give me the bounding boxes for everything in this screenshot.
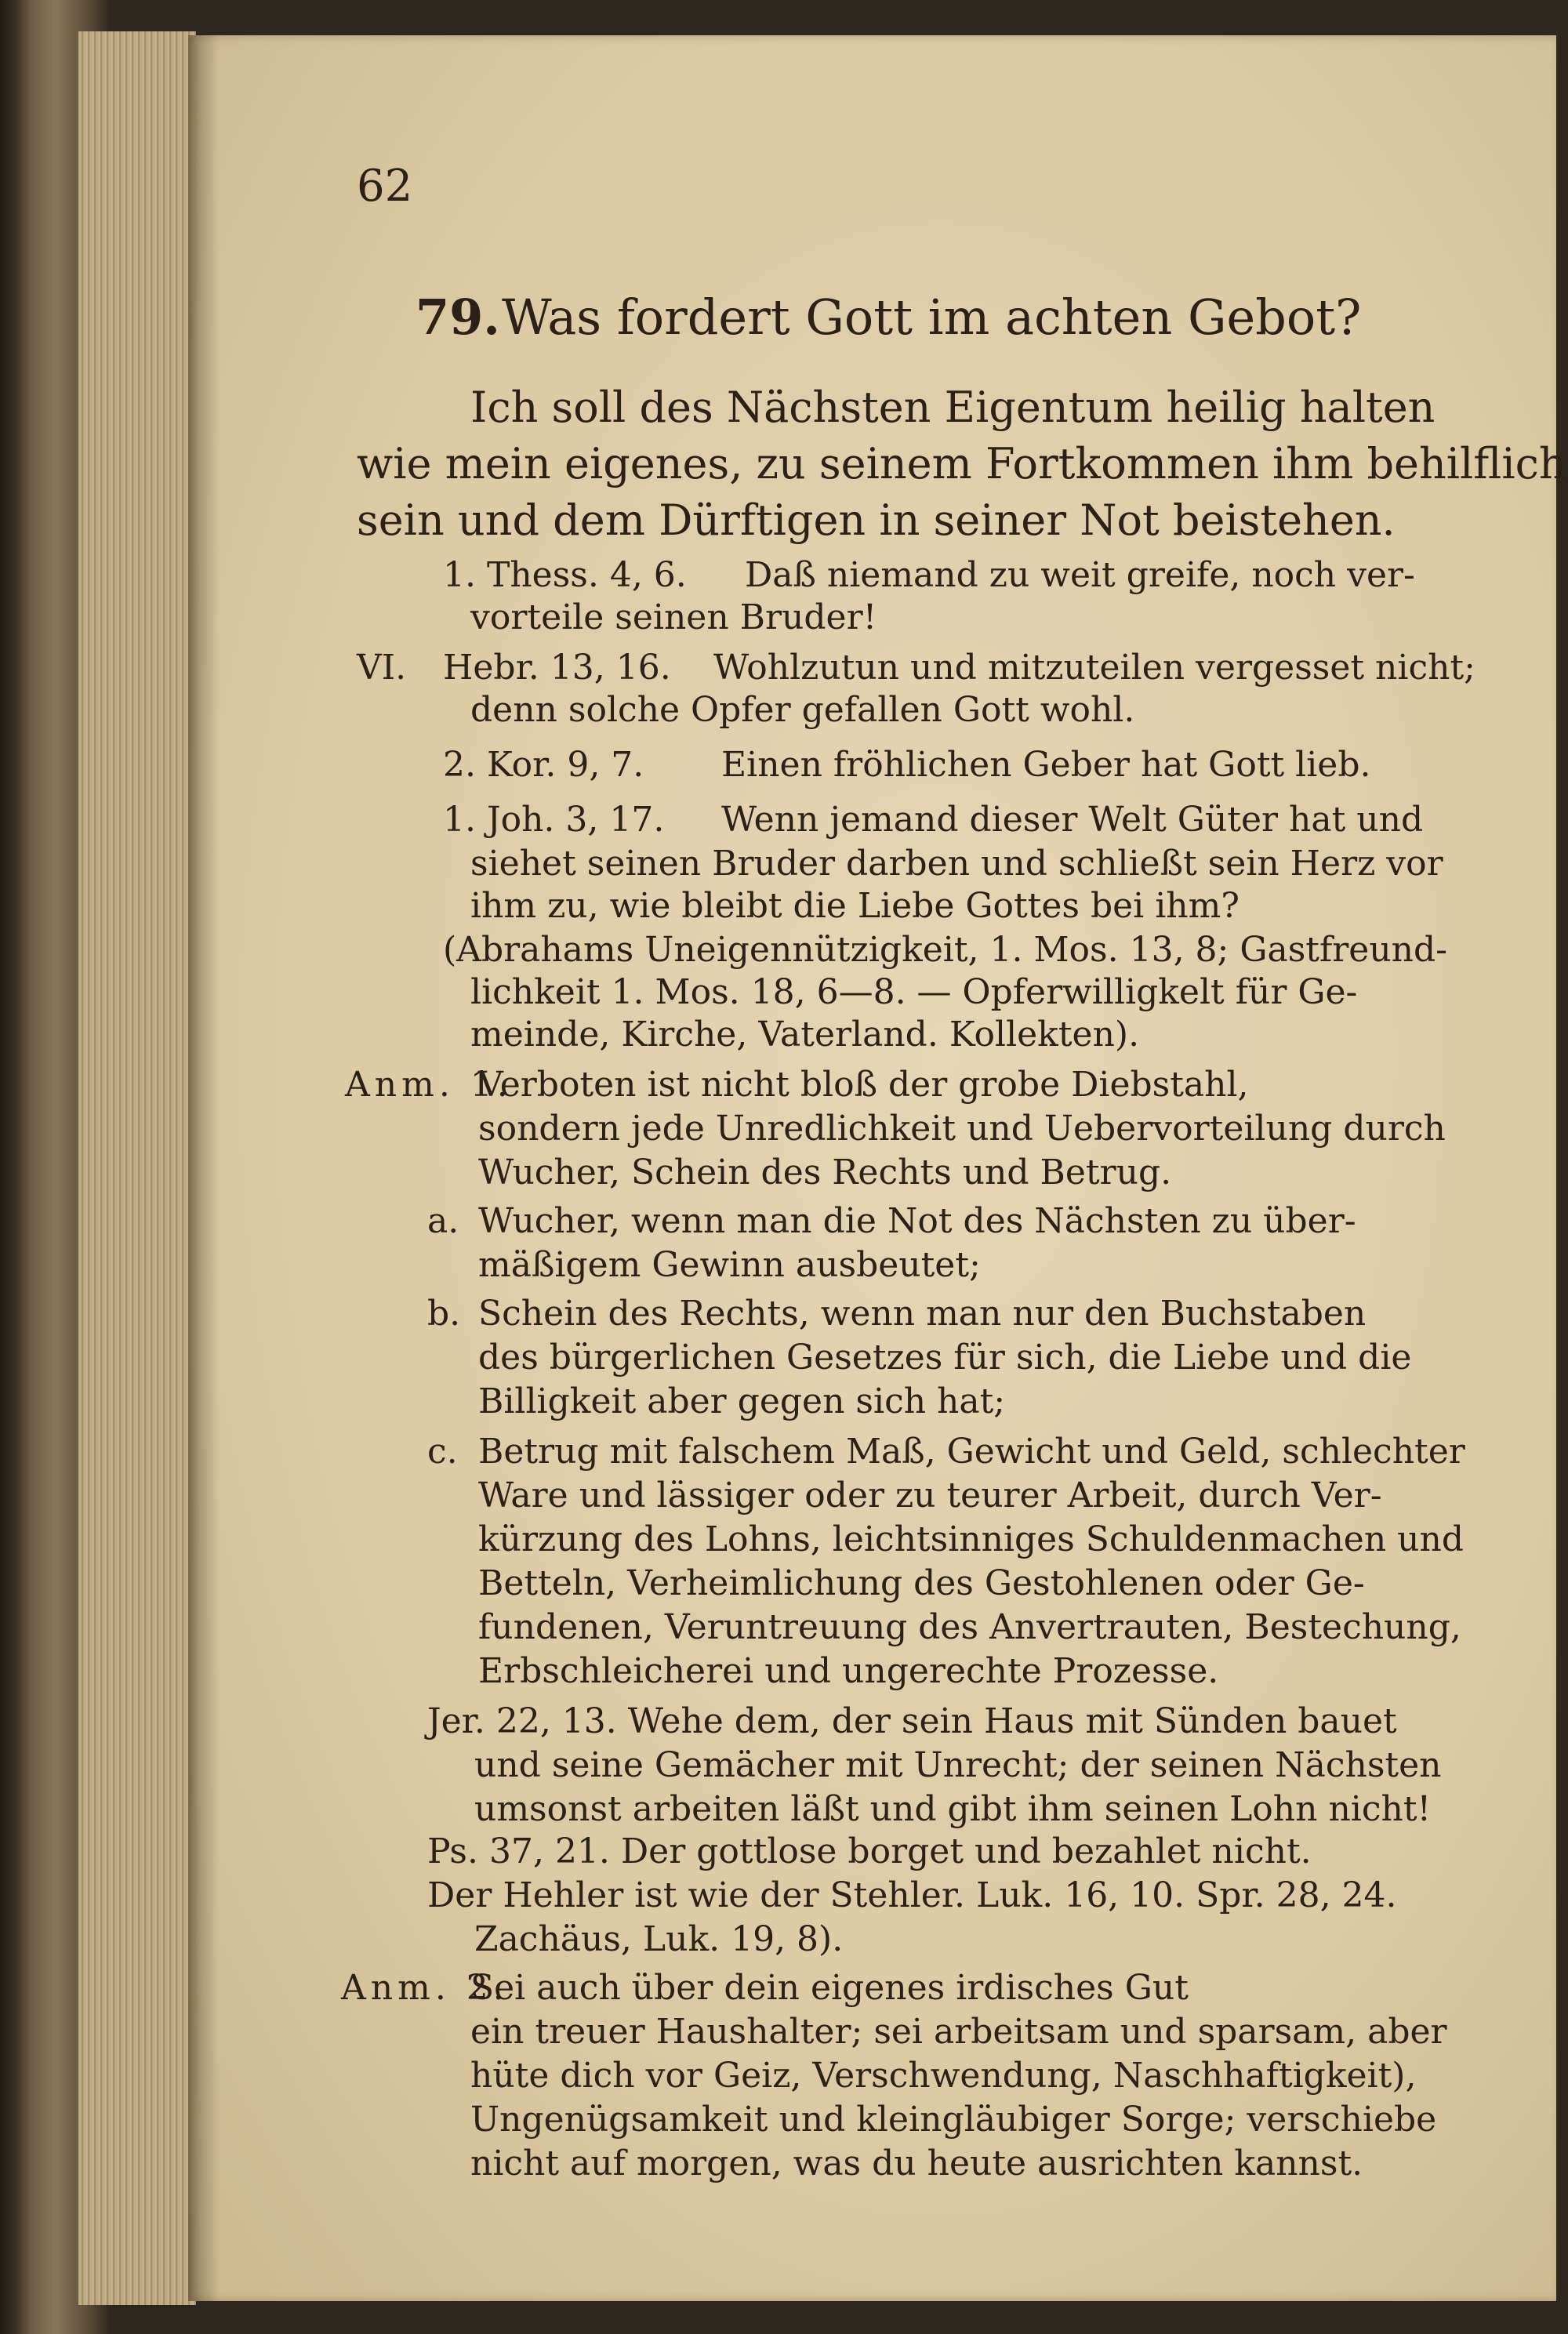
ref-text: vorteile seinen Bruder! (470, 597, 877, 637)
ref-text: denn solche Opfer gefallen Gott wohl. (470, 690, 1135, 730)
item-line: mäßigem Gewinn ausbeutet; (478, 1245, 981, 1285)
quote-line: Ps. 37, 21. Der gottlose borget und bezahlet nicht. (427, 1831, 1312, 1871)
ref-label: 1. Joh. 3, 17. (443, 800, 665, 840)
item-line: kürzung des Lohns, leichtsinniges Schuldenmachen und (478, 1519, 1464, 1559)
ref-text: Wenn jemand dieser Welt Güter hat und (721, 800, 1424, 840)
ref-text: (Abrahams Uneigennützigkeit, 1. Mos. 13, 8; Gastfreund- (443, 930, 1448, 970)
item-line: Ware und lässiger oder zu teurer Arbeit, durch Ver- (478, 1476, 1382, 1515)
ref-text: Daß niemand zu weit greife, noch ver- (745, 555, 1415, 595)
quote-line: Der Hehler ist wie der Stehler. Luk. 16, 10. Spr. 28, 24. (427, 1875, 1397, 1915)
ref-text: meinde, Kirche, Vaterland. Kollekten). (470, 1015, 1140, 1054)
quote-line: und seine Gemächer mit Unrecht; der seinen Nächsten (474, 1745, 1442, 1785)
note1-line: Wucher, Schein des Rechts und Betrug. (478, 1152, 1172, 1192)
answer-line: sein und dem Dürftigen in seiner Not beistehen. (357, 495, 1396, 545)
note2-line: Sei auch über dein eigenes irdisches Gut (470, 1968, 1189, 2008)
page-number: 62 (357, 161, 413, 212)
ref-text: siehet seinen Bruder darben und schließt sein Herz vor (470, 844, 1443, 884)
quote-line: umsonst arbeiten läßt und gibt ihm seinen Lohn nicht! (474, 1789, 1432, 1829)
note2-line: ein treuer Haushalter; sei arbeitsam und sparsam, aber (470, 2012, 1447, 2052)
note2-line: nicht auf morgen, was du heute ausrichten kannst. (470, 2143, 1363, 2183)
ref-label: Hebr. 13, 16. (443, 648, 671, 688)
note1-label: Anm. 1. (345, 1065, 513, 1105)
item-line: des bürgerlichen Gesetzes für sich, die Liebe und die (478, 1338, 1412, 1378)
ref-label: 2. Kor. 9, 7. (443, 745, 644, 785)
ref-text: Einen fröhlichen Geber hat Gott lieb. (721, 745, 1371, 785)
margin-marker: VI. (357, 648, 407, 688)
quote-line: Jer. 22, 13. Wehe dem, der sein Haus mit Sünden bauet (427, 1701, 1397, 1741)
item-line: Billigkeit aber gegen sich hat; (478, 1381, 1006, 1421)
item-letter: c. (427, 1432, 458, 1472)
question-text: Was fordert Gott im achten Gebot? (502, 289, 1362, 346)
note1-line: Verboten ist nicht bloß der grobe Diebstahl, (478, 1065, 1249, 1105)
item-letter: b. (427, 1294, 461, 1334)
note1-line: sondern jede Unredlichkeit und Uebervorteilung durch (478, 1109, 1446, 1149)
item-letter: a. (427, 1201, 459, 1241)
answer-line: wie mein eigenes, zu seinem Fortkommen ihm behilflich (357, 439, 1566, 488)
item-line: Schein des Rechts, wenn man nur den Buchstaben (478, 1294, 1367, 1334)
page-edges (78, 31, 196, 2305)
item-line: Betteln, Verheimlichung des Gestohlenen oder Ge- (478, 1563, 1365, 1603)
ref-text: ihm zu, wie bleibt die Liebe Gottes bei ihm? (470, 886, 1240, 926)
note2-line: Ungenügsamkeit und kleingläubiger Sorge; verschiebe (470, 2100, 1437, 2140)
answer-line: Ich soll des Nächsten Eigentum heilig halten (470, 383, 1436, 432)
ref-label: 1. Thess. 4, 6. (443, 555, 687, 595)
note2-label: Anm. 2. (341, 1968, 509, 2008)
item-line: Wucher, wenn man die Not des Nächsten zu über- (478, 1201, 1356, 1241)
quote-line: Zachäus, Luk. 19, 8). (474, 1919, 844, 1959)
note2-line: hüte dich vor Geiz, Verschwendung, Naschhaftigkeit), (470, 2056, 1417, 2096)
item-line: Erbschleicherei und ungerechte Prozesse. (478, 1651, 1219, 1691)
item-line: Betrug mit falschem Maß, Gewicht und Geld, schlechter (478, 1432, 1465, 1472)
item-line: fundenen, Veruntreuung des Anvertrauten, Bestechung, (478, 1607, 1461, 1647)
ref-text: Wohlzutun und mitzuteilen vergesset nicht; (713, 648, 1475, 688)
ref-text: lichkeit 1. Mos. 18, 6—8. — Opferwilligkelt für Ge- (470, 972, 1358, 1012)
question-number: 79. (416, 289, 500, 346)
spine-shadow (188, 35, 220, 2301)
